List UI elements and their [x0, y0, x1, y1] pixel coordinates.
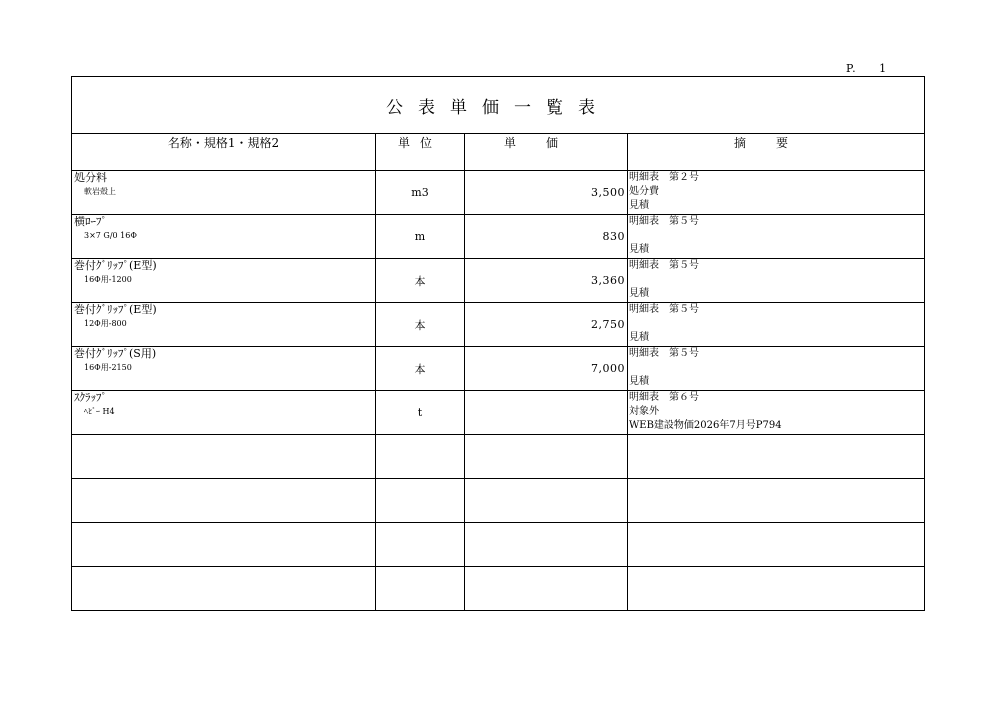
note-line: 見積 — [629, 244, 649, 255]
item-unit: t — [376, 391, 465, 435]
page-number-value: 1 — [879, 62, 888, 75]
item-spec: 12Φ用-800 — [84, 319, 127, 328]
note-line: 見積 — [629, 288, 649, 299]
page-label: P. — [846, 62, 857, 75]
item-price: 3,360 — [465, 259, 628, 303]
item-unit: 本 — [376, 347, 465, 391]
note-line: 明細表 第２号 — [629, 172, 699, 183]
item-notes — [628, 391, 925, 435]
table-row — [72, 171, 925, 215]
item-notes — [628, 259, 925, 303]
table-row — [72, 391, 925, 435]
empty-row — [72, 523, 925, 567]
item-spec: 16Φ用-2150 — [84, 363, 132, 372]
table-row — [72, 215, 925, 259]
table-row — [72, 259, 925, 303]
item-notes — [628, 303, 925, 347]
note-line: 明細表 第５号 — [629, 216, 699, 227]
item-price: 2,750 — [465, 303, 628, 347]
document-title: 公表単価一覧表 — [72, 77, 925, 134]
empty-row — [72, 435, 925, 479]
header-name: 名称・規格1・規格2 — [72, 134, 376, 171]
note-line — [628, 273, 924, 287]
note-line: 見積 — [629, 332, 649, 343]
item-name: 横ﾛｰﾌﾟ — [74, 215, 107, 228]
note-line: 見積 — [629, 376, 649, 387]
item-unit: m — [376, 215, 465, 259]
note-line: 明細表 第５号 — [629, 260, 699, 271]
table-row — [72, 303, 925, 347]
item-spec: 3×7 G/0 16Φ — [84, 231, 137, 240]
empty-row — [72, 567, 925, 611]
item-price: 830 — [465, 215, 628, 259]
note-line: WEB建設物価2026年7月号P794 — [629, 420, 782, 431]
header-price: 単価 — [465, 134, 628, 171]
unit-price-table — [71, 76, 925, 611]
item-spec: 16Φ用-1200 — [84, 275, 132, 284]
item-price: 7,000 — [465, 347, 628, 391]
header-unit: 単位 — [376, 134, 465, 171]
note-line: 見積 — [629, 200, 649, 211]
item-price: 3,500 — [465, 171, 628, 215]
item-spec: ﾍﾋﾞｰ H4 — [84, 407, 115, 416]
note-line — [628, 317, 924, 331]
item-notes — [628, 171, 925, 215]
item-name: 巻付ｸﾞﾘｯﾌﾟ(E型) — [74, 259, 157, 272]
empty-row — [72, 479, 925, 523]
item-notes — [628, 215, 925, 259]
item-unit: 本 — [376, 303, 465, 347]
header-note: 摘要 — [628, 134, 925, 171]
note-line: 明細表 第６号 — [629, 392, 699, 403]
note-line: 対象外 — [629, 406, 659, 417]
table-row — [72, 347, 925, 391]
item-price — [465, 391, 628, 435]
item-name: 巻付ｸﾞﾘｯﾌﾟ(S用) — [74, 347, 157, 360]
item-name: 巻付ｸﾞﾘｯﾌﾟ(E型) — [74, 303, 157, 316]
table-header — [72, 134, 925, 171]
note-line: 明細表 第５号 — [629, 348, 699, 359]
item-name: 処分料 — [74, 171, 107, 184]
note-line — [628, 361, 924, 375]
item-unit: m3 — [376, 171, 465, 215]
item-name: ｽｸﾗｯﾌﾟ — [74, 391, 107, 404]
note-line: 処分費 — [629, 186, 659, 197]
page-number — [846, 62, 887, 75]
note-line: 明細表 第５号 — [629, 304, 699, 315]
item-notes — [628, 347, 925, 391]
item-spec: 軟岩殻上 — [84, 187, 116, 196]
item-unit: 本 — [376, 259, 465, 303]
note-line — [628, 229, 924, 243]
